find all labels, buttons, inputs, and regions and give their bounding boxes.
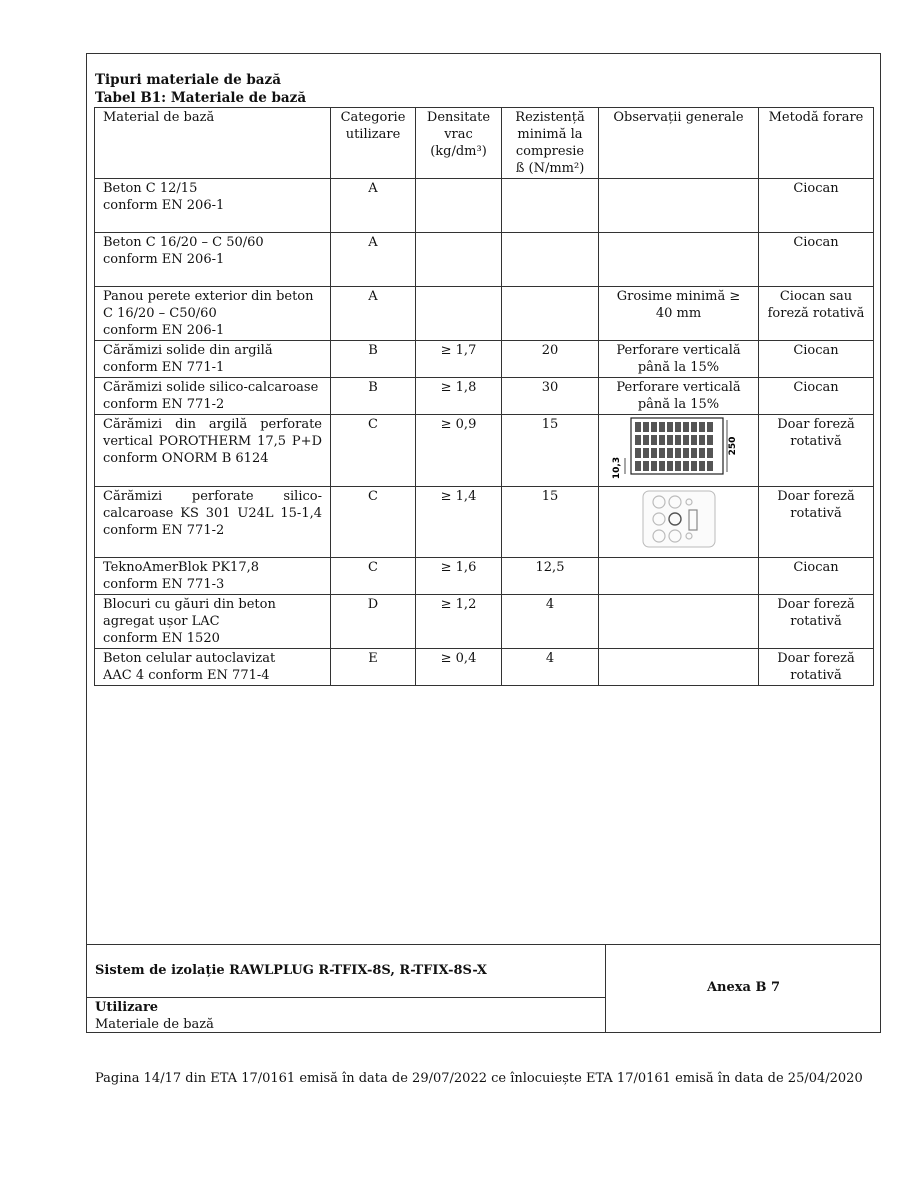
usage-title: Utilizare: [95, 1000, 159, 1015]
cell-category: A: [331, 287, 416, 341]
table-row: [95, 341, 874, 378]
cell-material: Blocuri cu găuri din beton agregat ușor LAC conform EN 1520: [95, 595, 331, 649]
cell-notes: [599, 233, 759, 287]
table-row: [95, 558, 874, 595]
cell-notes: [599, 649, 759, 686]
cell-density: [416, 287, 502, 341]
cell-category: A: [331, 179, 416, 233]
table-header-row: [95, 108, 874, 179]
col-header-density: Densitate vrac (kg/dm³): [416, 108, 502, 179]
table-title: Tabel B1: Materiale de bază: [95, 90, 307, 106]
page-footer: Pagina 14/17 din ETA 17/0161 emisă în data de 29/07/2022 ce înlocuiește ETA 17/0161 emisă în data de 25/04/2020: [95, 1071, 863, 1086]
cell-density: ≥ 0,9: [416, 415, 502, 487]
col-header-strength: Rezistență minimă la compresie ß (N/mm²): [502, 108, 599, 179]
cell-material: Cărămizi din argilă perforate vertical POROTHERM 17,5 P+D conform ONORM B 6124: [95, 415, 331, 487]
col-header-notes: Observații generale: [599, 108, 759, 179]
table-row: [95, 415, 874, 487]
annex-label: Anexa B 7: [706, 980, 781, 995]
cell-category: C: [331, 487, 416, 558]
cell-method: Doar foreză rotativă: [759, 487, 874, 558]
table-row: [95, 287, 874, 341]
cell-notes: [599, 558, 759, 595]
cell-method: Doar foreză rotativă: [759, 595, 874, 649]
cell-method: Ciocan: [759, 558, 874, 595]
cell-material: Cărămizi perforate silico-calcaroase KS 301 U24L 15-1,4 conform EN 771-2: [95, 487, 331, 558]
cell-notes: Perforare verticală până la 15%: [599, 341, 759, 378]
cell-strength: 4: [502, 595, 599, 649]
footer-right-divider: [606, 944, 881, 945]
cell-method: Doar foreză rotativă: [759, 649, 874, 686]
cell-category: E: [331, 649, 416, 686]
table-row: [95, 595, 874, 649]
materials-table: [94, 107, 874, 686]
cell-category: D: [331, 595, 416, 649]
table-row: [95, 649, 874, 686]
cell-material: Cărămizi solide silico-calcaroase conform EN 771-2: [95, 378, 331, 415]
cell-material: Beton C 16/20 – C 50/60 conform EN 206-1: [95, 233, 331, 287]
cell-density: ≥ 1,6: [416, 558, 502, 595]
cell-density: ≥ 1,7: [416, 341, 502, 378]
cell-category: B: [331, 341, 416, 378]
cell-category: A: [331, 233, 416, 287]
cell-density: ≥ 0,4: [416, 649, 502, 686]
table-row: [95, 179, 874, 233]
cell-density: ≥ 1,8: [416, 378, 502, 415]
cell-strength: 15: [502, 487, 599, 558]
cell-strength: 15: [502, 415, 599, 487]
cell-notes: [599, 487, 759, 558]
cell-method: Ciocan: [759, 341, 874, 378]
cell-notes: [599, 415, 759, 487]
col-header-category: Categorie utilizare: [331, 108, 416, 179]
cell-density: ≥ 1,4: [416, 487, 502, 558]
cell-method: Ciocan sau foreză rotativă: [759, 287, 874, 341]
footer-divider: [86, 997, 606, 998]
cell-density: ≥ 1,2: [416, 595, 502, 649]
cell-notes: Grosime minimă ≥ 40 mm: [599, 287, 759, 341]
cell-method: Ciocan: [759, 233, 874, 287]
system-title: Sistem de izolație RAWLPLUG R-TFIX-8S, R-TFIX-8S-X: [95, 963, 487, 978]
cell-strength: 4: [502, 649, 599, 686]
table-row: [95, 378, 874, 415]
cell-strength: [502, 287, 599, 341]
dimension-label: 250: [727, 436, 738, 456]
cell-category: B: [331, 378, 416, 415]
cell-notes: [599, 595, 759, 649]
cell-method: Ciocan: [759, 378, 874, 415]
porotherm-brick-illustration: [609, 416, 749, 482]
cell-material: Beton C 12/15 conform EN 206-1: [95, 179, 331, 233]
cell-method: Doar foreză rotativă: [759, 415, 874, 487]
cell-strength: 20: [502, 341, 599, 378]
usage-subtitle: Materiale de bază: [95, 1017, 214, 1032]
table-row: [95, 233, 874, 287]
col-header-material: Material de bază: [95, 108, 331, 179]
cell-density: [416, 179, 502, 233]
cell-notes: [599, 179, 759, 233]
cell-material: Beton celular autoclavizat AAC 4 conform EN 771-4: [95, 649, 331, 686]
cell-notes: Perforare verticală până la 15%: [599, 378, 759, 415]
dimension-label: 10,3: [611, 456, 622, 480]
cell-method: Ciocan: [759, 179, 874, 233]
cell-category: C: [331, 415, 416, 487]
cell-material: Panou perete exterior din beton C 16/20 – C50/60 conform EN 206-1: [95, 287, 331, 341]
cell-category: C: [331, 558, 416, 595]
ks-brick-illustration: [639, 488, 719, 550]
cell-strength: 30: [502, 378, 599, 415]
col-header-method: Metodă forare: [759, 108, 874, 179]
cell-strength: [502, 179, 599, 233]
cell-strength: 12,5: [502, 558, 599, 595]
table-row: [95, 487, 874, 558]
cell-strength: [502, 233, 599, 287]
cell-material: TeknoAmerBlok PK17,8 conform EN 771-3: [95, 558, 331, 595]
cell-density: [416, 233, 502, 287]
cell-material: Cărămizi solide din argilă conform EN 771-1: [95, 341, 331, 378]
section-title: Tipuri materiale de bază: [95, 72, 281, 88]
